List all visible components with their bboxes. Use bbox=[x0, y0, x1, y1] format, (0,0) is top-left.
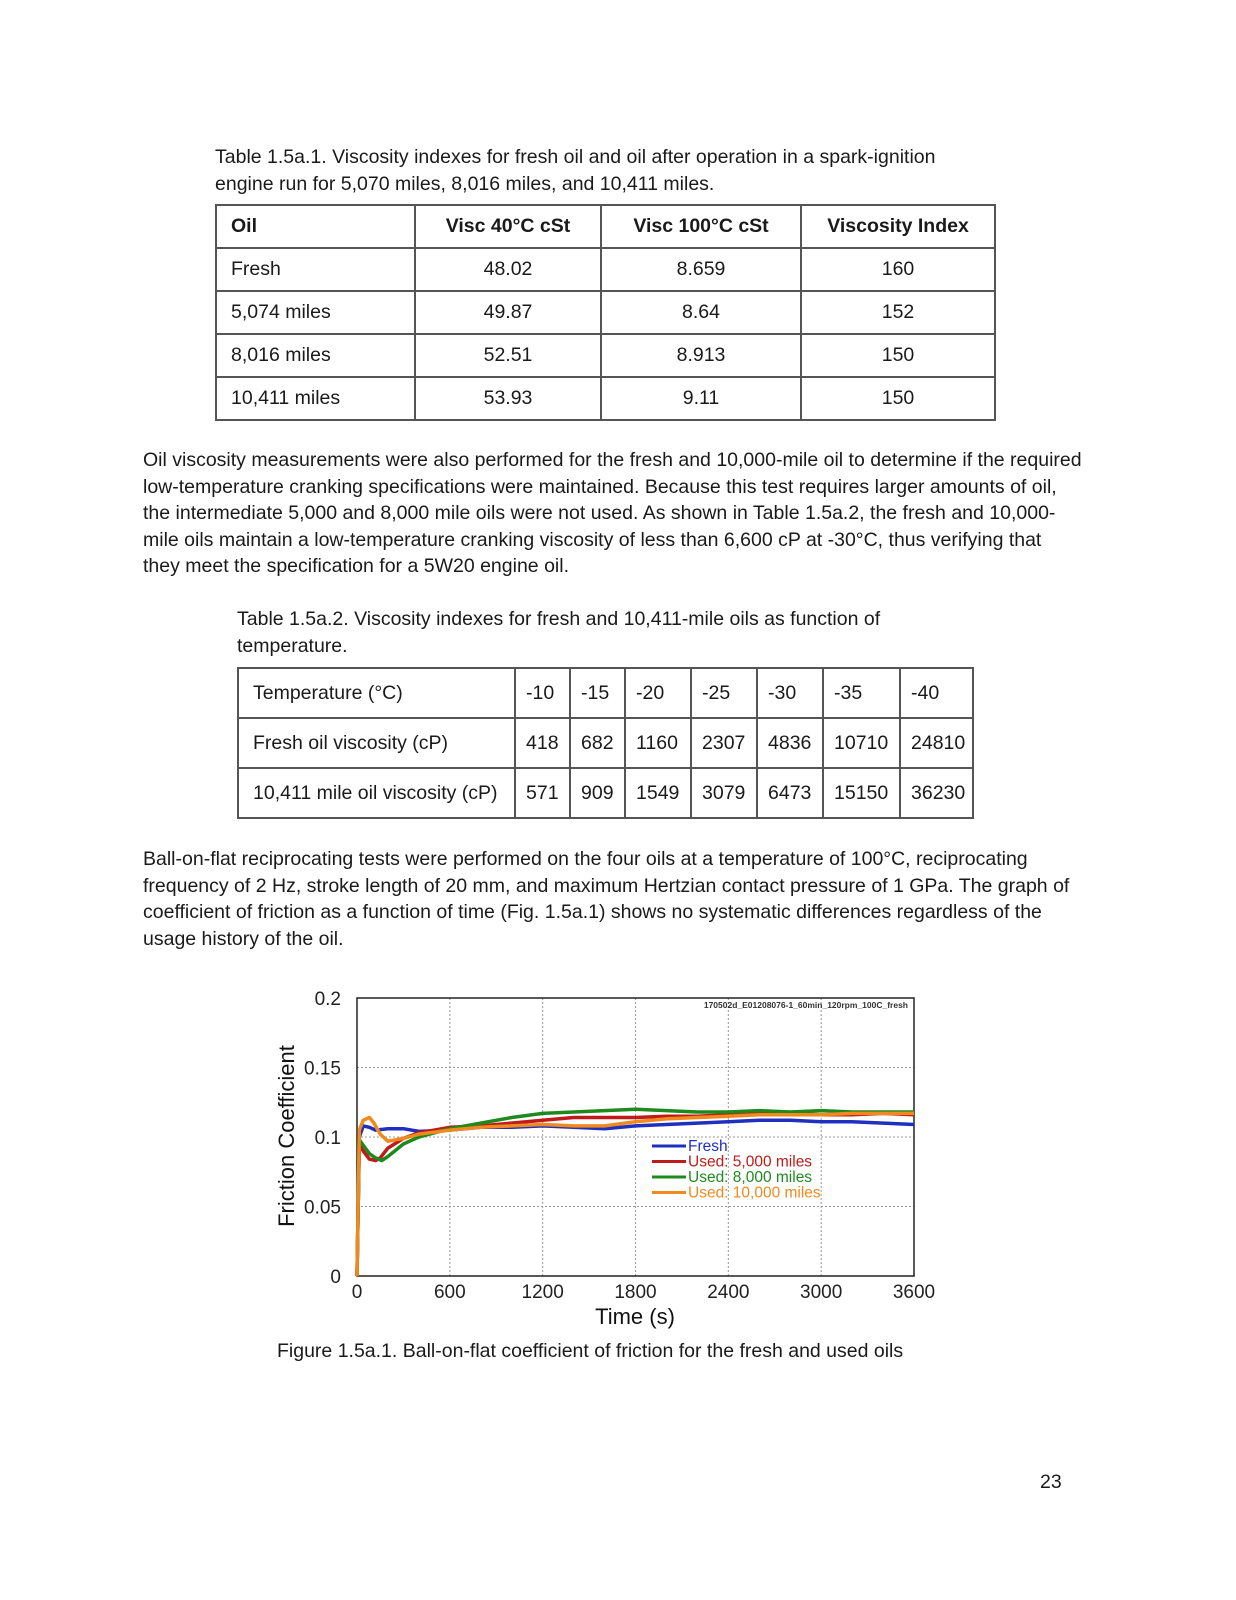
x-tick-label: 2400 bbox=[707, 1282, 750, 1303]
paragraph-cranking-viscosity: Oil viscosity measurements were also performed for the fresh and 10,000-mile oil to determine if the required low-temperature cranking specifications were maintained. Because this test requires larger amounts of oil, the intermediate 5,000 and 8,000 mile oils were not used. As shown in Table 1.5a.2, the fresh and 10,000-mile oils maintain a low-temperature cranking viscosity of less than 6,600 cP at -30°C, thus verifying that they meet the specification for a 5W20 engine oil. bbox=[143, 449, 1082, 577]
x-tick-label: 1200 bbox=[521, 1282, 564, 1303]
y-tick-label: 0.05 bbox=[304, 1197, 341, 1219]
temperature-viscosity-table bbox=[237, 667, 974, 819]
table-cell: -35 bbox=[823, 668, 900, 718]
table-cell: 8.913 bbox=[601, 334, 801, 377]
legend-label: Used: 10,000 miles bbox=[688, 1184, 821, 1202]
chart-legend bbox=[652, 1138, 821, 1202]
table-cell: 15150 bbox=[823, 768, 900, 818]
table-cell: 3079 bbox=[691, 768, 757, 818]
x-tick-label: 3600 bbox=[892, 1282, 936, 1303]
table-header-row bbox=[216, 205, 995, 248]
table-cell: 52.51 bbox=[415, 334, 601, 377]
table-cell: 10,411 mile oil viscosity (cP) bbox=[238, 768, 515, 818]
y-tick-label: 0 bbox=[330, 1267, 341, 1288]
friction-coefficient-chart bbox=[265, 978, 955, 1340]
figure-caption: Figure 1.5a.1. Ball-on-flat coefficient of friction for the fresh and used oils bbox=[277, 1340, 904, 1362]
paragraph-ball-on-flat: Ball-on-flat reciprocating tests were performed on the four oils at a temperature of 100°C, reciprocating frequency of 2 Hz, stroke length of 20 mm, and maximum Hertzian contact pressure of 1 GPa. The graph of coefficient of friction as a function of time (Fig. 1.5a.1) shows no systematic differences regardless of the usage history of the oil. bbox=[143, 848, 1070, 950]
legend-label: Fresh bbox=[688, 1138, 728, 1155]
table-row bbox=[238, 768, 973, 818]
table-header-cell: Visc 40°C cSt bbox=[415, 205, 601, 248]
table-cell: 152 bbox=[801, 291, 995, 334]
y-tick-label: 0.1 bbox=[314, 1128, 341, 1149]
table-cell: Fresh oil viscosity (cP) bbox=[238, 718, 515, 768]
table-cell: 1549 bbox=[625, 768, 691, 818]
table-cell: 8.64 bbox=[601, 291, 801, 334]
table-header-cell: Oil bbox=[216, 205, 415, 248]
table-cell: 150 bbox=[801, 334, 995, 377]
x-tick-label: 3000 bbox=[800, 1282, 843, 1303]
table2-caption: Table 1.5a.2. Viscosity indexes for fresh and 10,411-mile oils as function of temperature. bbox=[237, 608, 881, 657]
table-cell: Fresh bbox=[216, 248, 415, 291]
table-cell: 10,411 miles bbox=[216, 377, 415, 420]
table-cell: 10710 bbox=[823, 718, 900, 768]
table-cell: 571 bbox=[515, 768, 570, 818]
table1-caption: Table 1.5a.1. Viscosity indexes for fresh oil and oil after operation in a spark-ignition engine run for 5,070 miles, 8,016 miles, and 10,411 miles. bbox=[215, 146, 936, 195]
table-cell: -20 bbox=[625, 668, 691, 718]
table-row bbox=[216, 334, 995, 377]
table-cell: 24810 bbox=[900, 718, 973, 768]
table-cell: 1160 bbox=[625, 718, 691, 768]
table-cell: 8,016 miles bbox=[216, 334, 415, 377]
table-cell: 4836 bbox=[757, 718, 823, 768]
table-cell: 48.02 bbox=[415, 248, 601, 291]
chart-grid bbox=[357, 998, 914, 1276]
table-row bbox=[216, 377, 995, 420]
page-number: 23 bbox=[1040, 1471, 1062, 1493]
table-cell: 909 bbox=[570, 768, 625, 818]
table-cell: -15 bbox=[570, 668, 625, 718]
chart-title: 170502d_E01208076-1_60min_120rpm_100C_fresh bbox=[703, 1000, 908, 1010]
table-cell: 418 bbox=[515, 718, 570, 768]
y-axis-label: Friction Coefficient bbox=[274, 1045, 299, 1227]
table-cell: 53.93 bbox=[415, 377, 601, 420]
x-tick-label: 0 bbox=[351, 1282, 363, 1303]
table-cell: 2307 bbox=[691, 718, 757, 768]
table-header-cell: Viscosity Index bbox=[801, 205, 995, 248]
table-row bbox=[216, 248, 995, 291]
table-cell: 150 bbox=[801, 377, 995, 420]
table-cell: -25 bbox=[691, 668, 757, 718]
table-cell: 49.87 bbox=[415, 291, 601, 334]
table-cell: 682 bbox=[570, 718, 625, 768]
table-row bbox=[216, 291, 995, 334]
table-header-cell: Visc 100°C cSt bbox=[601, 205, 801, 248]
table-cell: 36230 bbox=[900, 768, 973, 818]
table-row bbox=[238, 718, 973, 768]
y-tick-label: 0.15 bbox=[304, 1058, 341, 1080]
legend-label: Used: 5,000 miles bbox=[688, 1153, 813, 1171]
table-row bbox=[238, 668, 973, 718]
table-cell: -10 bbox=[515, 668, 570, 718]
table-cell: Temperature (°C) bbox=[238, 668, 515, 718]
table-cell: 5,074 miles bbox=[216, 291, 415, 334]
viscosity-index-table bbox=[215, 204, 996, 421]
table-cell: -40 bbox=[900, 668, 973, 718]
table-cell: 6473 bbox=[757, 768, 823, 818]
x-tick-label: 1800 bbox=[614, 1282, 657, 1303]
y-tick-label: 0.2 bbox=[314, 989, 341, 1010]
table-cell: 9.11 bbox=[601, 377, 801, 420]
table-cell: -30 bbox=[757, 668, 823, 718]
legend-label: Used: 8,000 miles bbox=[688, 1169, 813, 1186]
table-cell: 8.659 bbox=[601, 248, 801, 291]
table-cell: 160 bbox=[801, 248, 995, 291]
x-axis-label: Time (s) bbox=[595, 1304, 675, 1329]
x-tick-label: 600 bbox=[433, 1282, 466, 1303]
